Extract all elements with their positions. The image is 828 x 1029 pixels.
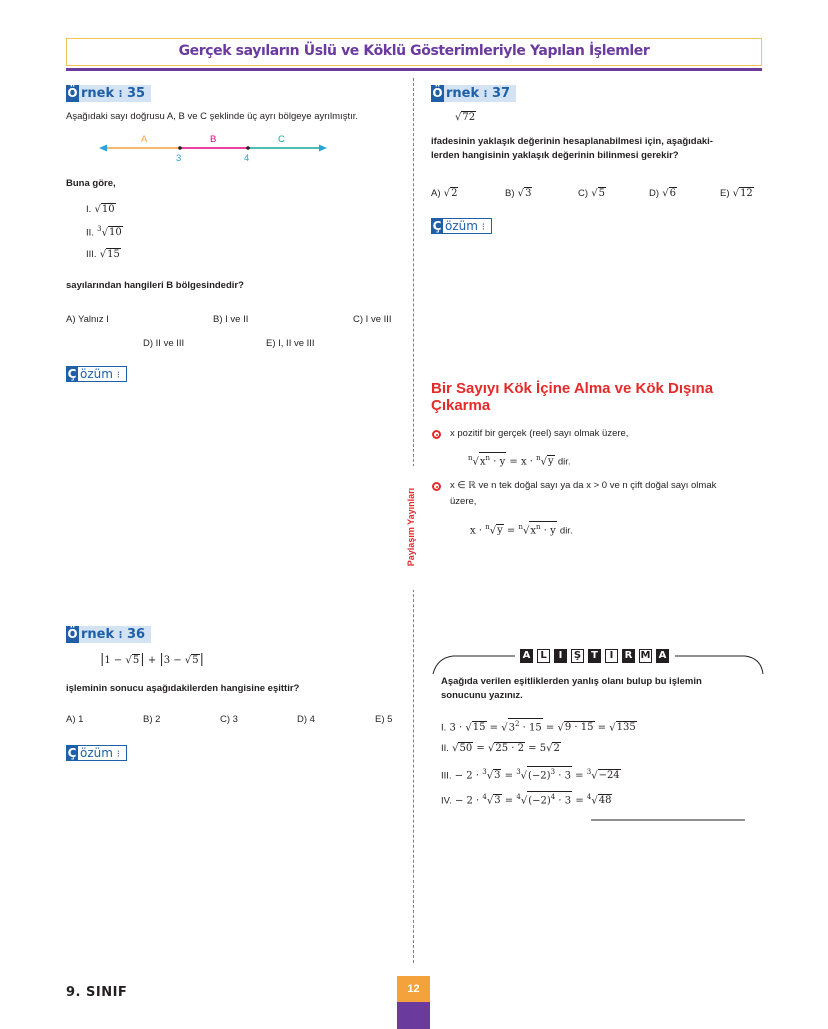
ex36-choice-d: D) 4 xyxy=(297,714,315,725)
choice-e: E) I, II ve III xyxy=(266,338,315,349)
tick-4-dot xyxy=(246,146,250,150)
region-a-label: A xyxy=(141,134,148,145)
example-37-label: Ö rnek ⁝ 37 xyxy=(431,85,516,102)
left-arrow-icon xyxy=(99,145,107,152)
exercise-row-2: II. √50 = √25 · 2 = 5√2 xyxy=(441,743,560,754)
example-35-intro: Aşağıdaki sayı doğrusu A, B ve C şeklinde üç ayrı bölgeye ayrılmıştır. xyxy=(66,111,358,122)
ex37-choice-c: C) √5 xyxy=(578,188,605,199)
ex37-choice-b: B) √3 xyxy=(505,188,532,199)
example-35-label: Ö rnek ⁝ 35 xyxy=(66,85,151,102)
footer-grade: 9. SINIF xyxy=(66,985,128,1000)
exercise-row-4: IV. − $2 \cdot ^4√3 = ^4√(-2)^4 \cdot 3 = ^4√48$ xyxy=(441,793,612,807)
rule-2-formula: $x \cdot ^n√y = ^n√x^n \cdot y$ dir. xyxy=(470,523,573,537)
example-35-question: sayılarından hangileri B bölgesindedir? xyxy=(66,280,244,291)
section-heading: Bir Sayıyı Kök İçine Alma ve Kök Dışına Çıkarma xyxy=(431,380,714,414)
ex36-choice-c: C) 3 xyxy=(220,714,238,725)
exercise-intro-2: sonucunu yazınız. xyxy=(441,690,523,701)
example-36-label: Ö rnek ⁝ 36 xyxy=(66,626,151,643)
ex36-choice-e: E) 5 xyxy=(375,714,393,725)
ex36-choice-b: B) 2 xyxy=(143,714,161,725)
header-rule xyxy=(66,68,762,71)
rule-2-text-2: üzere, xyxy=(450,496,477,507)
example-36-question: işleminin sonucu aşağıdakilerden hangisine eşittir? xyxy=(66,683,300,694)
ex37-choice-d: D) √6 xyxy=(649,188,676,199)
region-b-label: B xyxy=(210,134,217,145)
tick-4-label: 4 xyxy=(244,153,250,164)
rule-1-text: x pozitif bir gerçek (reel) sayı olmak üzere, xyxy=(450,428,629,439)
solution-35-label: Ç özüm ⁝ xyxy=(66,366,127,382)
ex36-choice-a: A) 1 xyxy=(66,714,84,725)
page-tab-base xyxy=(397,1002,430,1029)
example-37-question-2: lerden hangisinin yaklaşık değerinin bilinmesi gerekir? xyxy=(431,150,679,161)
exercise-title: A L I Ş T I R M A xyxy=(520,649,673,663)
page-title: Gerçek sayıların Üslü ve Köklü Gösterimleriyle Yapılan İşlemler xyxy=(178,43,650,59)
bullet-icon xyxy=(432,482,441,491)
ex37-choice-e: E) √12 xyxy=(720,188,753,199)
example-37-root: √72 xyxy=(455,112,476,123)
buna-gore: Buna göre, xyxy=(66,178,116,189)
rule-1-formula: $^n√x^n \cdot y = x \cdot ^n√y$ dir. xyxy=(468,454,571,468)
right-arrow-icon xyxy=(319,145,327,152)
example-37-question-1: ifadesinin yaklaşık değerinin hesaplanabilmesi için, aşağıdaki- xyxy=(431,136,713,147)
tick-3-dot xyxy=(178,146,182,150)
rule-2-text-1: x ∈ ℝ ve n tek doğal sayı ya da x > 0 ve n çift doğal sayı olmak xyxy=(450,480,717,491)
exercise-intro-1: Aşağıda verilen eşitliklerden yanlış olanı bulup bu işlemin xyxy=(441,676,702,687)
exercise-row-1: I. $3 \cdot √15 = √3^2 \cdot 15 = √9 \cdot 15 = √135$ xyxy=(441,720,636,734)
solution-37-label: Ç özüm ⁝ xyxy=(431,218,492,234)
example-36-expression: |1 − √5| + |3 − √5| xyxy=(100,652,205,667)
ex37-choice-a: A) √2 xyxy=(431,188,458,199)
solution-36-label: Ç özüm ⁝ xyxy=(66,745,127,761)
tick-3-label: 3 xyxy=(176,153,182,164)
item-iii: III. √15 xyxy=(86,249,120,260)
region-c-label: C xyxy=(278,134,285,145)
side-publisher: Paylaşım Yayınları xyxy=(406,487,416,567)
item-ii: II. $^3$√10 xyxy=(86,225,122,239)
bullet-icon xyxy=(432,430,441,439)
choice-b: B) I ve II xyxy=(213,314,249,325)
exercise-row-3: III. − $2 \cdot ^3√3 = ^3√(-2)^3 \cdot 3 = ^3√-24$ xyxy=(441,768,620,782)
choice-c: C) I ve III xyxy=(353,314,392,325)
item-i: I. √10 xyxy=(86,204,115,215)
choice-d: D) II ve III xyxy=(143,338,185,349)
page-number: 12 xyxy=(407,983,420,995)
choice-a: A) Yalnız I xyxy=(66,314,109,325)
